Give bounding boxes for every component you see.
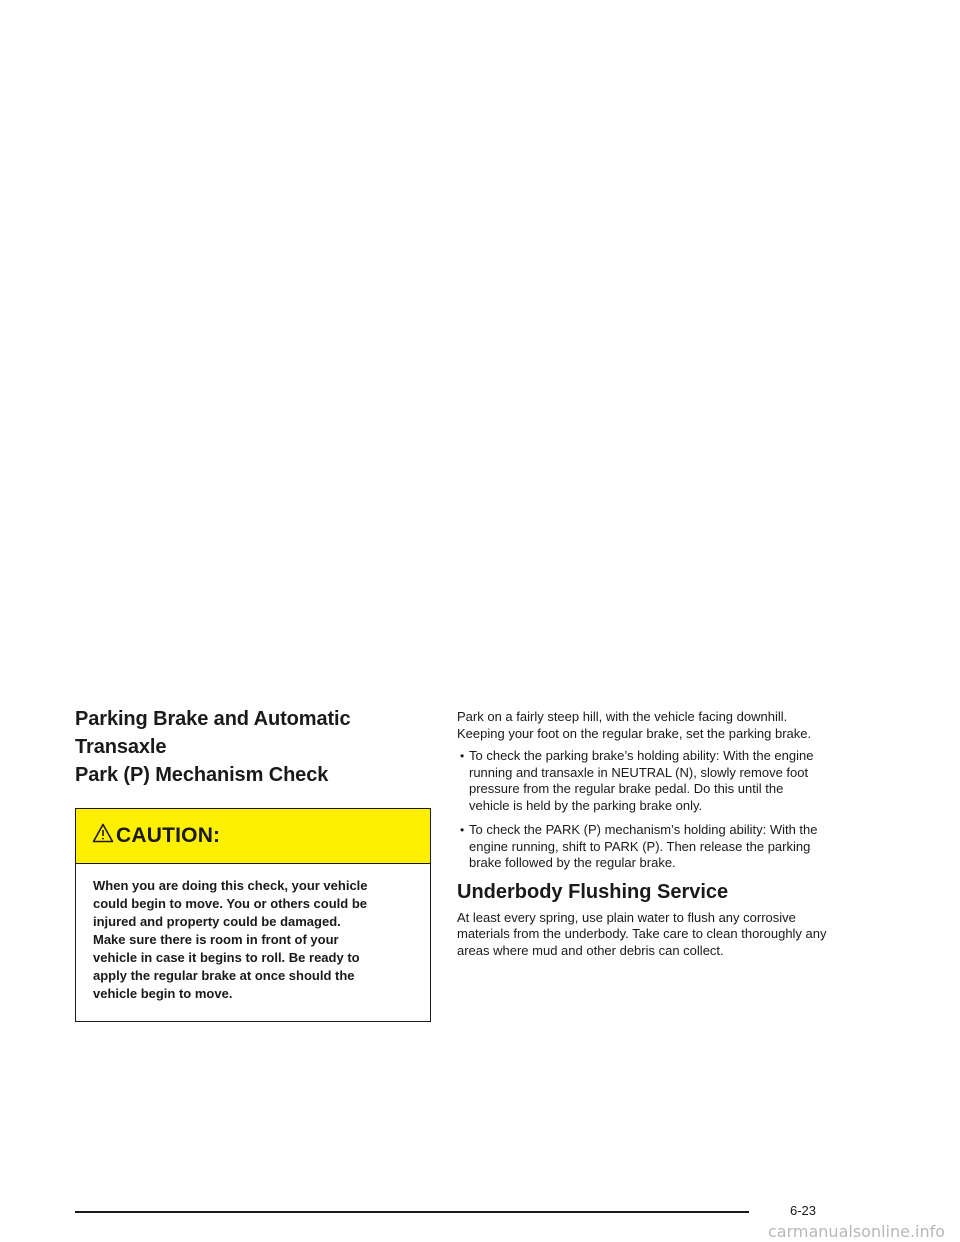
page-number: 6-23 — [790, 1203, 817, 1218]
bullet-icon: • — [460, 749, 465, 763]
section-title-underbody-flushing: Underbody Flushing Service — [457, 880, 729, 903]
caution-line: could begin to move. You or others could be — [93, 896, 367, 911]
bullet-icon: • — [460, 823, 465, 837]
caution-heading: CAUTION: — [116, 824, 221, 847]
section-title-parking-brake-check — [75, 705, 432, 789]
watermark[interactable]: carmanualsonline.info — [768, 1222, 946, 1241]
caution-line: Make sure there is room in front of your — [93, 932, 339, 947]
caution-line: apply the regular brake at once should the — [93, 968, 355, 983]
caution-line: injured and property could be damaged. — [93, 914, 341, 929]
caution-body — [76, 864, 430, 1021]
title-line-2: Park (P) Mechanism Check — [75, 764, 329, 786]
check-steps-list — [457, 748, 827, 872]
caution-line: vehicle begin to move. — [93, 986, 233, 1001]
bullet-text: To check the PARK (P) mechanism’s holding ability: With the engine running, shift to PARK (P). Then release the parking brake followed by the regular brake. — [469, 822, 818, 870]
right-column — [457, 709, 827, 959]
caution-line: When you are doing this check, your vehicle — [93, 878, 368, 893]
intro-paragraph: Park on a fairly steep hill, with the vehicle facing downhill. Keeping your foot on the regular brake, set the parking brake. — [457, 709, 812, 741]
caution-line: vehicle in case it begins to roll. Be ready to — [93, 950, 360, 965]
caution-triangle-icon — [92, 823, 114, 843]
caution-header — [76, 809, 430, 864]
list-item — [457, 748, 827, 814]
footer-divider — [75, 1211, 749, 1213]
underbody-paragraph: At least every spring, use plain water to flush any corrosive materials from the underbody. Take care to clean thoroughly any areas where mud and other debris can collect. — [457, 909, 827, 958]
title-line-1: Parking Brake and Automatic Transaxle — [75, 708, 351, 758]
caution-box — [75, 808, 431, 1022]
bullet-text: To check the parking brake’s holding ability: With the engine running and transaxle in NEUTRAL (N), slowly remove foot pressure from the regular brake pedal. Do this until the vehicle is held by the parking brake only. — [469, 748, 814, 813]
left-column — [75, 705, 432, 1022]
list-item — [457, 822, 827, 872]
